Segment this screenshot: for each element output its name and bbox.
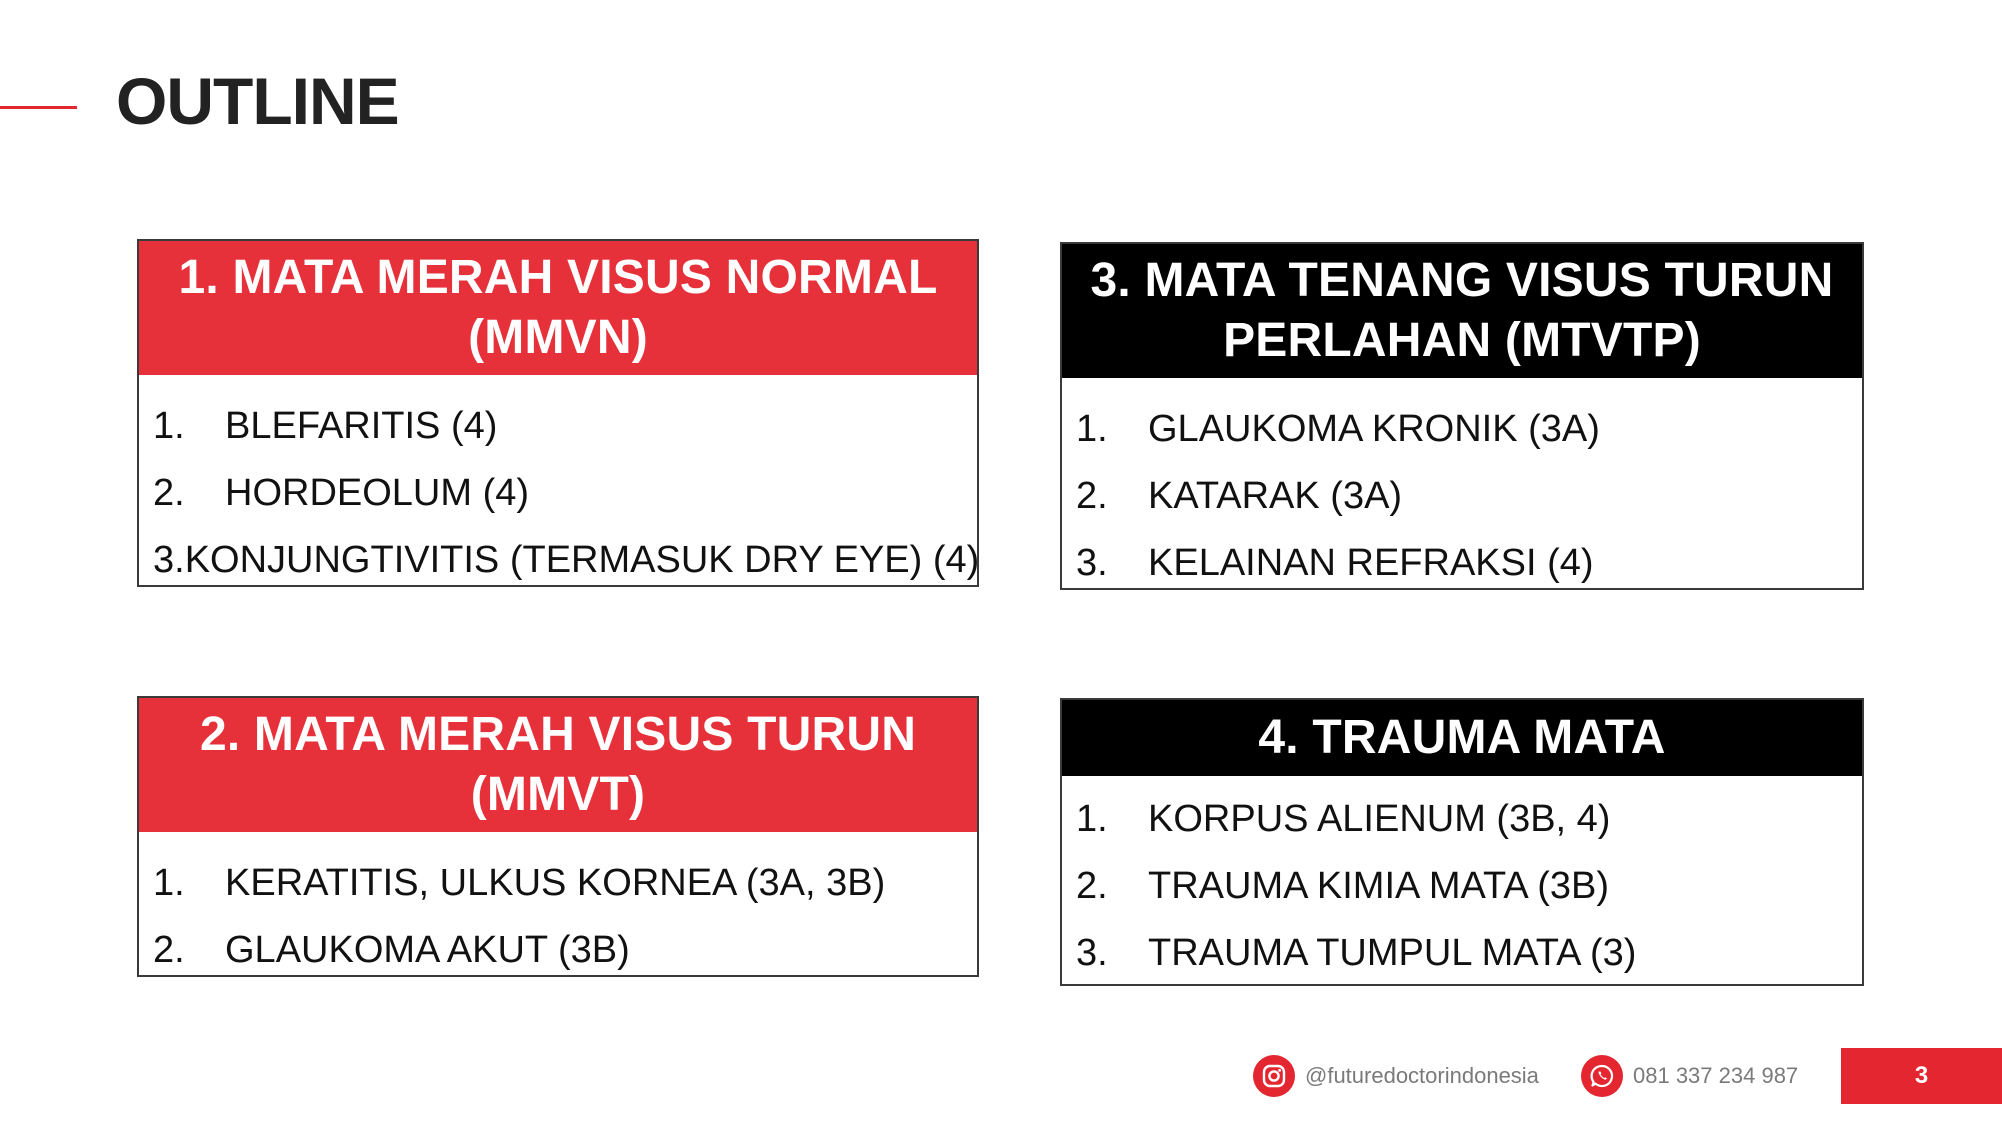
list-item-number: 1. [153, 862, 185, 904]
section-card-trauma [1060, 698, 1864, 986]
section-card-header [1062, 700, 1862, 776]
section-card-list [1062, 776, 1862, 987]
section-card-list [139, 375, 980, 594]
phone-number: 081 337 234 987 [1633, 1063, 1799, 1088]
list-item [139, 460, 977, 527]
list-item [1062, 786, 1862, 853]
list-item-text: KELAINAN REFRAKSI (4) [1148, 542, 1594, 584]
list-item [139, 527, 980, 594]
section-card-title: 4. TRAUMA MATA [1258, 711, 1666, 764]
list-item-text: TRAUMA TUMPUL MATA (3) [1148, 932, 1637, 974]
section-card-mmvt [137, 696, 979, 977]
section-card-title: 1. MATA MERAH VISUS NORMAL (MMVN) [178, 251, 938, 364]
page-number [1841, 1048, 2002, 1104]
list-item-text: GLAUKOMA KRONIK (3A) [1148, 408, 1600, 450]
list-item-number: 2. [1076, 865, 1108, 907]
list-item-text: GLAUKOMA AKUT (3B) [225, 929, 630, 971]
instagram-contact [1253, 1048, 1539, 1104]
section-card-mmvn [137, 239, 979, 587]
list-item-number: 1. [1076, 798, 1108, 840]
whatsapp-contact [1581, 1048, 1798, 1104]
list-item-text: KORPUS ALIENUM (3B, 4) [1148, 798, 1611, 840]
list-item [1062, 463, 1862, 530]
list-item-number: 2. [153, 472, 185, 514]
whatsapp-icon [1581, 1055, 1623, 1097]
list-item [1062, 530, 1862, 597]
section-card-title: 3. MATA TENANG VISUS TURUN PERLAHAN (MTVTP) [1090, 254, 1834, 367]
page-number-text: 3 [1914, 1062, 1929, 1089]
section-card-mtvtp [1060, 242, 1864, 590]
section-card-header [139, 698, 977, 832]
list-item [1062, 396, 1862, 463]
list-item-text: KATARAK (3A) [1148, 475, 1403, 517]
list-item-text: HORDEOLUM (4) [225, 472, 530, 514]
section-card-title: 2. MATA MERAH VISUS TURUN (MMVT) [199, 708, 917, 821]
title-accent-line [0, 106, 77, 109]
list-item [1062, 920, 1862, 987]
section-card-header [1062, 244, 1862, 378]
list-item-text: TRAUMA KIMIA MATA (3B) [1148, 865, 1609, 907]
list-item-number: 3. [1076, 932, 1108, 974]
section-card-header [139, 241, 977, 375]
list-item-number: 1. [1076, 408, 1108, 450]
list-item-number: 2. [1076, 475, 1108, 517]
list-item-number: 1. [153, 405, 185, 447]
page-title: OUTLINE [116, 64, 399, 138]
list-item [1062, 853, 1862, 920]
list-item [139, 393, 977, 460]
list-item-text: KERATITIS, ULKUS KORNEA (3A, 3B) [225, 862, 886, 904]
list-item-number: 3. [1076, 542, 1108, 584]
list-item-text: KONJUNGTIVITIS (TERMASUK DRY EYE) (4) [184, 539, 980, 581]
list-item-number: 3. [153, 539, 185, 581]
instagram-icon [1253, 1055, 1295, 1097]
list-item-number: 2. [153, 929, 185, 971]
list-item-text: BLEFARITIS (4) [225, 405, 498, 447]
section-card-list [139, 832, 977, 984]
list-item [139, 850, 977, 917]
section-card-list [1062, 378, 1862, 597]
list-item [139, 917, 977, 984]
instagram-handle: @futuredoctorindonesia [1305, 1063, 1539, 1088]
